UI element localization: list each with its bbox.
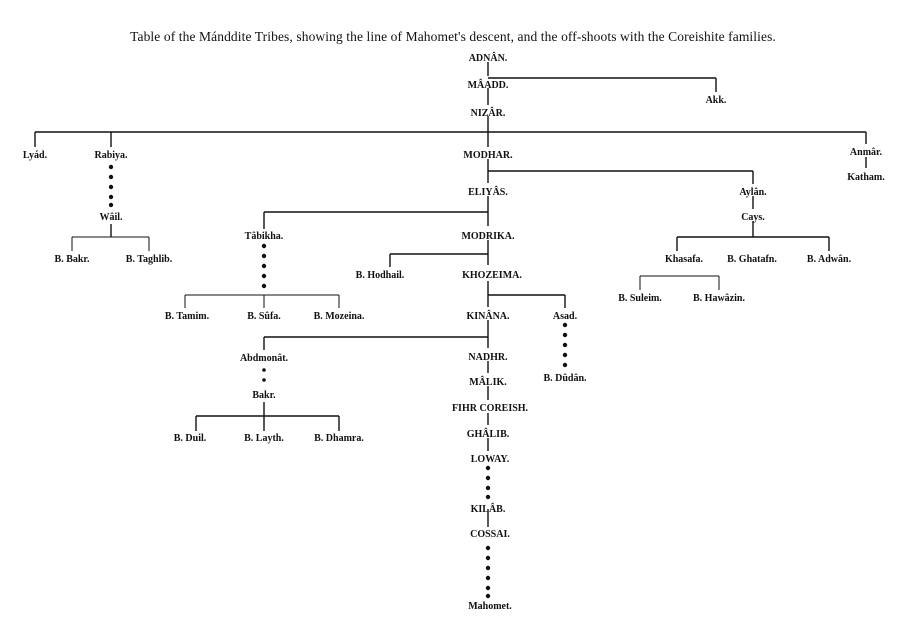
node-nadhr: NADHR. xyxy=(468,352,508,363)
node-b-suleim: B. Suleim. xyxy=(618,293,662,304)
node-b-dhamra: B. Dhamra. xyxy=(314,433,364,444)
node-modrika: MODRIKA. xyxy=(461,231,515,242)
node-loway: LOWAY. xyxy=(470,454,510,465)
node-rabiya: Rabiya. xyxy=(94,150,128,161)
node-aylan: Aylân. xyxy=(739,187,767,198)
node-anmar: Anmâr. xyxy=(849,147,883,158)
node-mahomet: Mahomet. xyxy=(468,601,512,612)
node-kinana: KINÂNA. xyxy=(466,311,510,322)
node-modhar: MODHAR. xyxy=(463,150,513,161)
node-b-tamim: B. Tamim. xyxy=(164,311,210,322)
diagram-title: Table of the Mánddite Tribes, showing the line of Mahomet's descent, and the off-shoots with the Coreishite families. xyxy=(130,29,776,44)
node-b-dudan: B. Dûdân. xyxy=(543,373,587,384)
node-b-hawazin: B. Hawâzin. xyxy=(693,293,745,304)
node-malik: MÂLIK. xyxy=(469,377,507,388)
node-tabikha: Tâbikha. xyxy=(244,231,284,242)
node-b-duil: B. Duil. xyxy=(173,433,207,444)
node-ghalib: GHÂLIB. xyxy=(466,429,510,440)
node-khasafa: Khasafa. xyxy=(664,254,704,265)
node-cossai: COSSAI. xyxy=(470,529,510,540)
node-eliyas: ELIYÂS. xyxy=(468,187,508,198)
node-b-taghlib: B. Taghlib. xyxy=(125,254,173,265)
node-lyad: Lyád. xyxy=(22,150,48,161)
node-b-sufa: B. Sûfa. xyxy=(247,311,281,322)
node-b-ghatafan: B. Ghatafn. xyxy=(727,254,777,265)
node-abdmonat: Abdmonât. xyxy=(239,353,289,364)
node-fihr-coreish: FIHR COREISH. xyxy=(451,403,529,414)
node-katham: Katham. xyxy=(847,172,885,183)
node-akk: Akk. xyxy=(705,95,727,106)
node-maadd: MÂADD. xyxy=(467,80,509,91)
tree-labels xyxy=(23,52,885,612)
node-kilab: KILÂB. xyxy=(470,504,506,515)
node-cays: Cays. xyxy=(741,212,765,223)
node-asad: Asad. xyxy=(552,311,578,322)
node-b-bakr: B. Bakr. xyxy=(54,254,90,265)
node-adnan: ADNÂN. xyxy=(468,53,508,64)
node-b-mozeina: B. Mozeina. xyxy=(313,311,365,322)
node-khozeima: KHOZEIMA. xyxy=(462,270,522,281)
node-b-layth: B. Layth. xyxy=(244,433,284,444)
node-wail: Wâil. xyxy=(99,212,123,223)
node-b-adwan: B. Adwân. xyxy=(806,254,852,265)
node-nizar: NIZÂR. xyxy=(470,108,506,119)
node-bakr: Bakr. xyxy=(252,390,276,401)
node-b-hodhail: B. Hodhail. xyxy=(355,270,405,281)
